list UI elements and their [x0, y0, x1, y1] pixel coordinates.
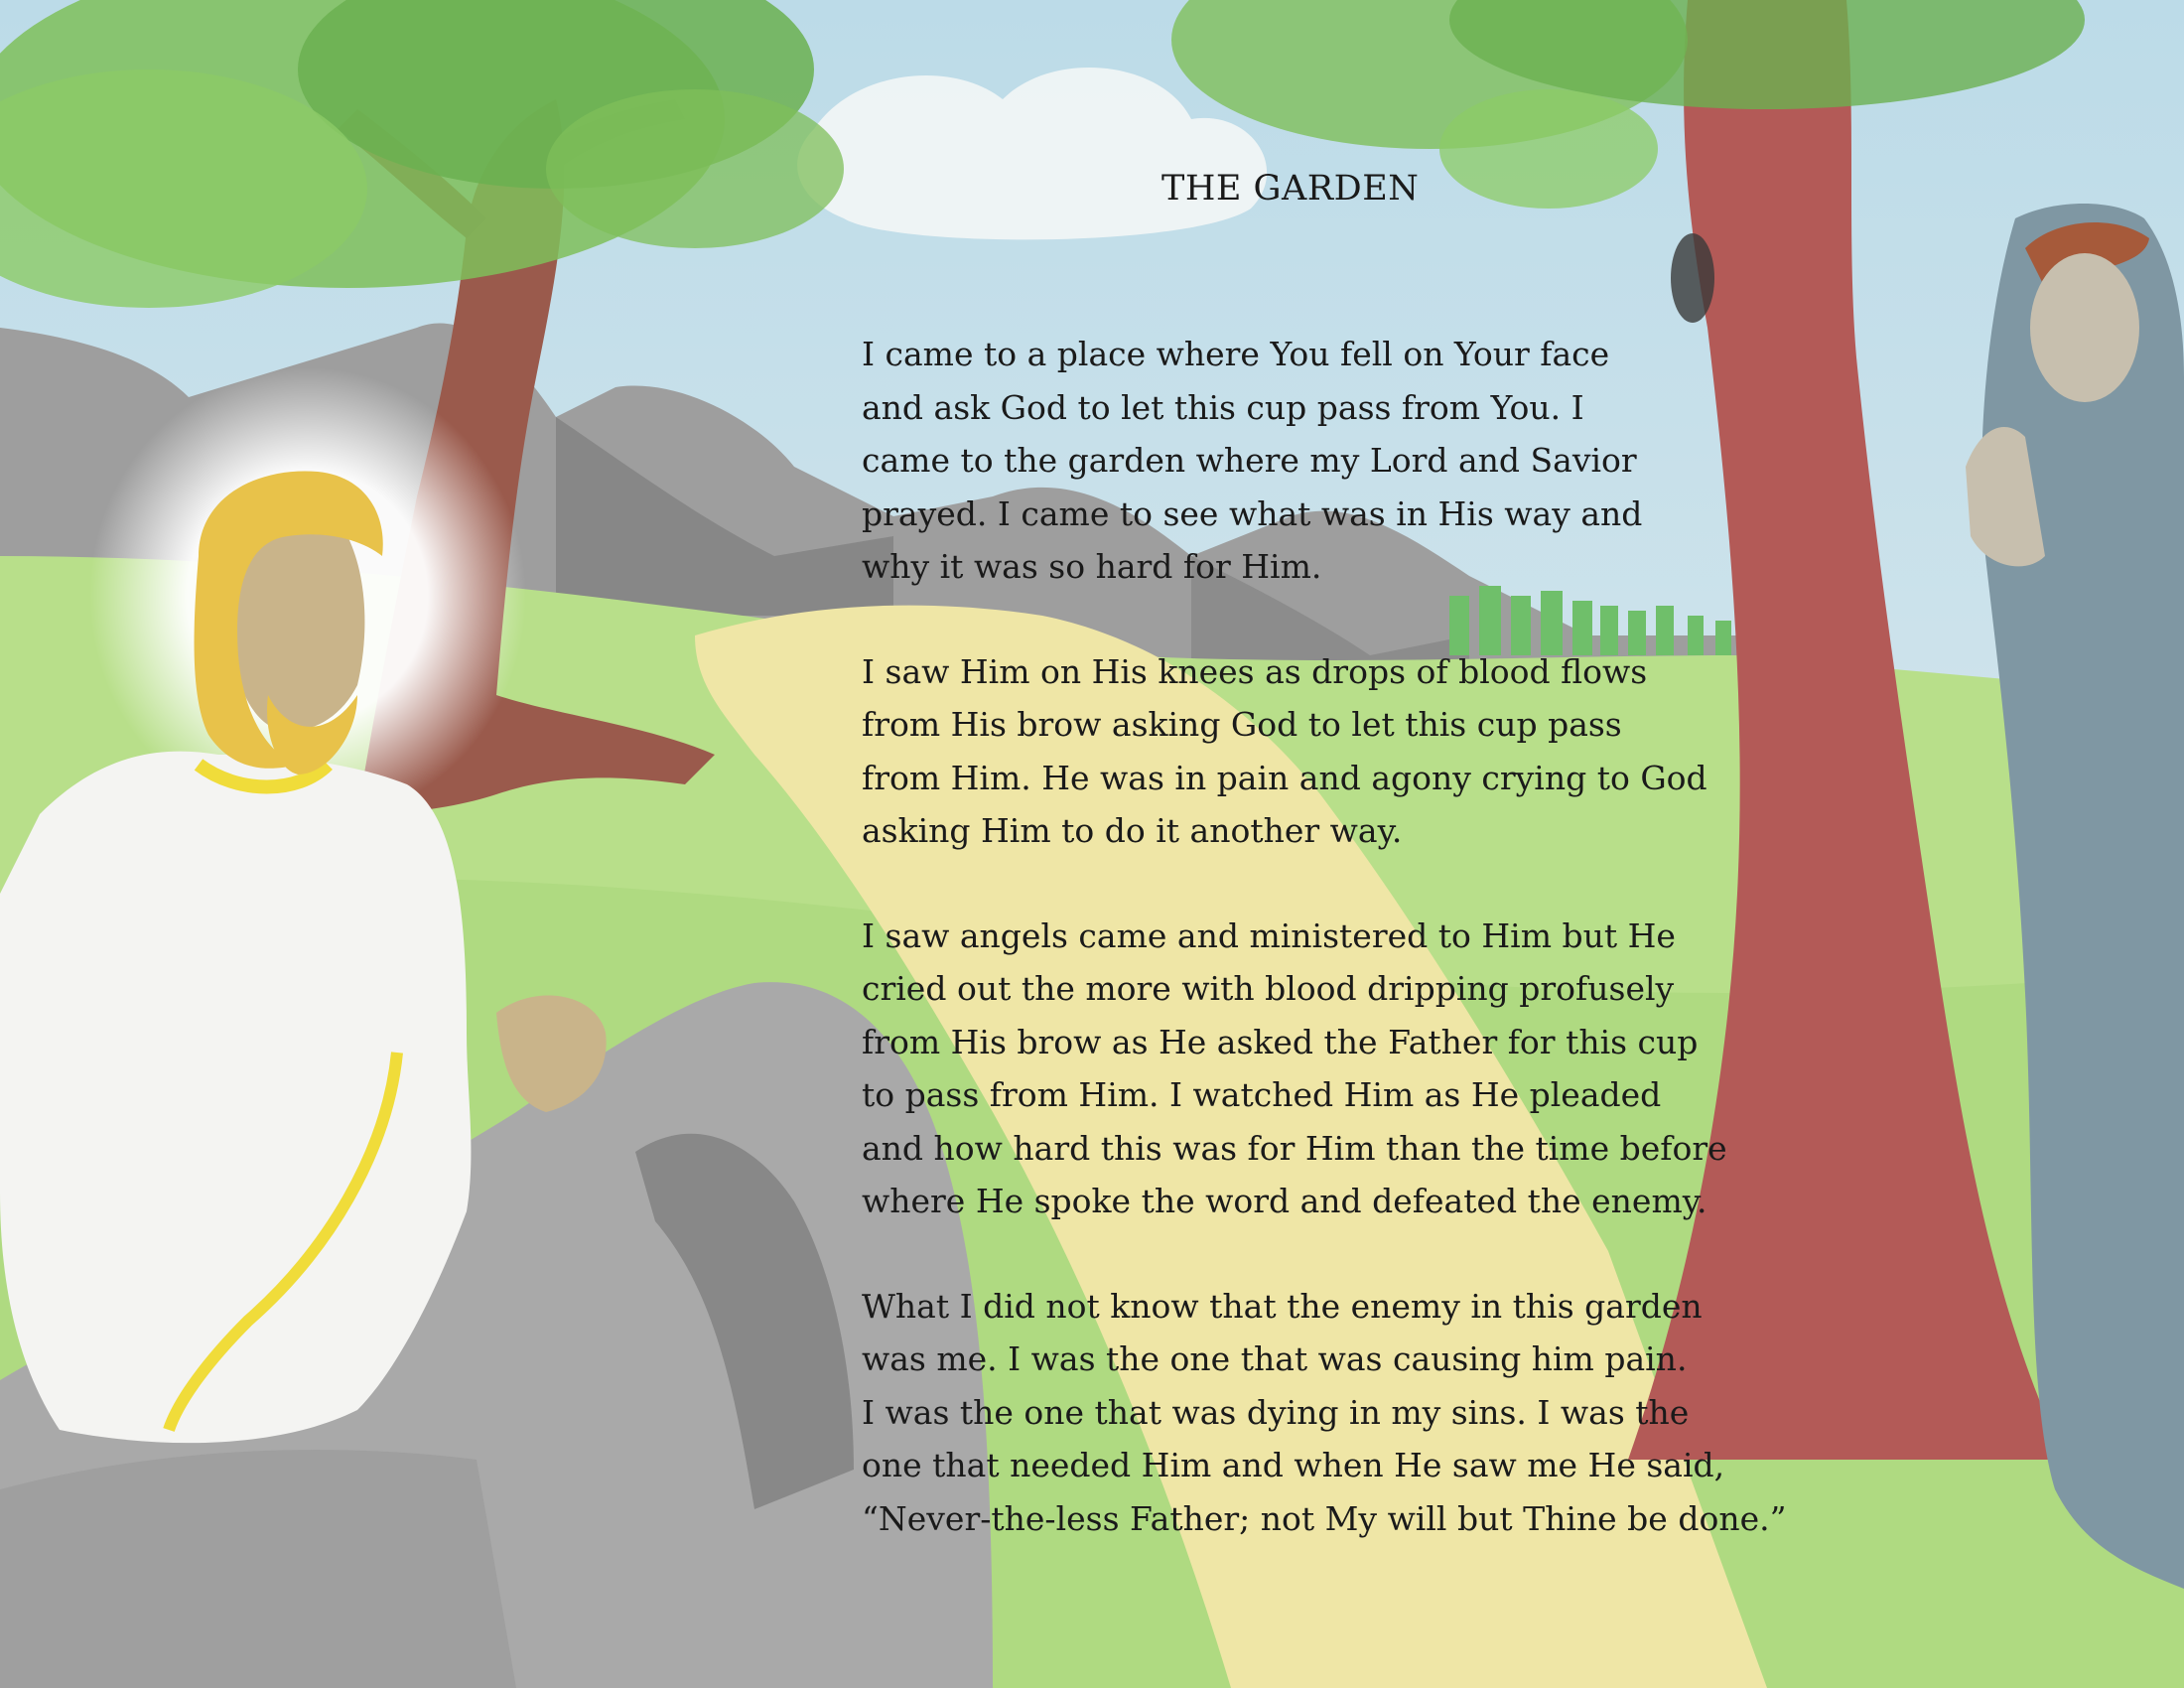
poem-line: why it was so hard for Him. — [862, 547, 1322, 586]
poem-line: to pass from Him. I watched Him as He pleaded — [862, 1075, 1662, 1114]
stanza — [862, 910, 1854, 1228]
tree-knot — [1671, 233, 1714, 323]
poem-line: came to the garden where my Lord and Savior — [862, 441, 1637, 480]
poem-line: I came to a place where You fell on Your face — [862, 335, 1610, 373]
rock-shade — [0, 1450, 516, 1688]
poem-body — [862, 328, 1854, 1597]
poem-line: and how hard this was for Him than the time before — [862, 1128, 1727, 1168]
stanza — [862, 328, 1854, 594]
poem-line: and ask God to let this cup pass from You. I — [862, 387, 1584, 427]
poem-line: one that needed Him and when He saw me He said, — [862, 1446, 1725, 1484]
poem-line: asking Him to do it another way. — [862, 811, 1403, 850]
poem-line: I saw angels came and ministered to Him but He — [862, 915, 1676, 955]
poem-line: prayed. I came to see what was in His way and — [862, 493, 1643, 533]
poem-line: from His brow as He asked the Father for this cup — [862, 1022, 1699, 1061]
poem-line: I saw Him on His knees as drops of blood flows — [862, 651, 1648, 691]
figure-face — [2030, 253, 2139, 402]
poem-line: I was the one that was dying in my sins. I was the — [862, 1392, 1690, 1432]
poem-line: from His brow asking God to let this cup pass — [862, 705, 1622, 744]
page-title: THE GARDEN — [1161, 169, 1420, 209]
poem-line: cried out the more with blood dripping profusely — [862, 969, 1675, 1008]
stanza — [862, 1280, 1854, 1546]
poem-line: from Him. He was in pain and agony crying to God — [862, 758, 1707, 797]
poem-line: What I did not know that the enemy in this garden — [862, 1286, 1703, 1326]
stanza — [862, 645, 1854, 858]
poem-line: was me. I was the one that was causing him pain. — [862, 1339, 1688, 1378]
poem-line: “Never-the-less Father; not My will but Thine be done.” — [862, 1498, 1787, 1538]
poem-line: where He spoke the word and defeated the enemy. — [862, 1182, 1707, 1220]
